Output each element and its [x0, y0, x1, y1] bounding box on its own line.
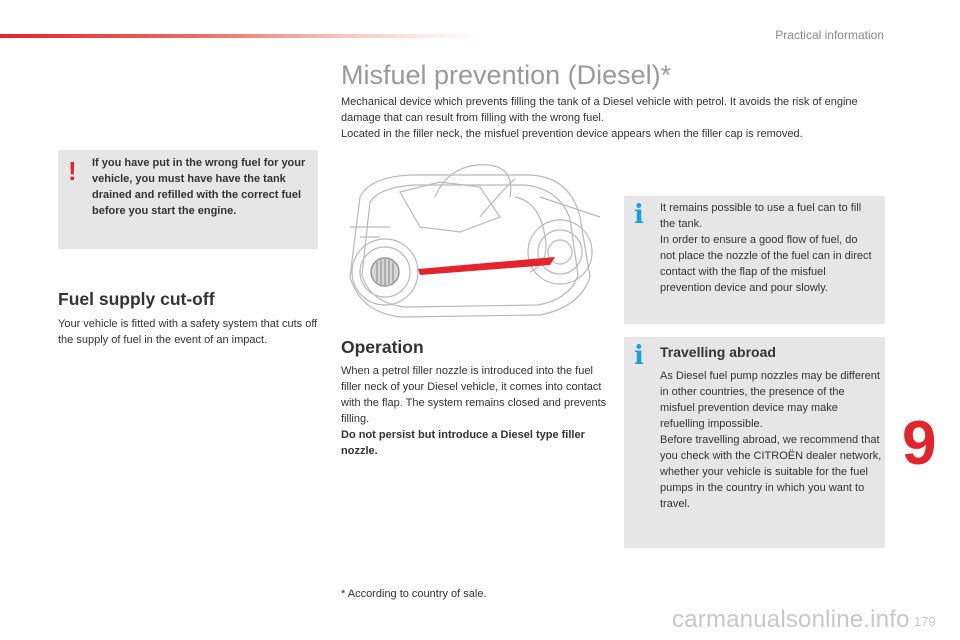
info-icon: i	[634, 200, 644, 230]
warning-box	[58, 150, 318, 249]
operation-paragraph: When a petrol filler nozzle is introduced into the fuel filler neck of your Diesel vehicle, it comes into contact with the flap. The system remains closed and prevents filling.	[341, 365, 607, 425]
chapter-number: 9	[902, 409, 937, 478]
section-label: Practical information	[775, 28, 884, 42]
intro-paragraph: Mechanical device which prevents filling the tank of a Diesel vehicle with petrol. It avoids the risk of engine damage that can result from filling with the wrong fuel.	[341, 96, 858, 124]
fuel-cutoff-heading: Fuel supply cut-off	[58, 289, 215, 309]
operation-heading: Operation	[341, 337, 424, 357]
travel-paragraph: Before travelling abroad, we recommend that you check with the CITROËN dealer network, whether your vehicle is suitable for the fuel pumps in the country in which you want to travel.	[660, 434, 882, 510]
warning-icon: !	[68, 156, 77, 186]
warning-text: If you have put in the wrong fuel for your vehicle, you must have have the tank drained and refilled with the correct fuel before you start the engine.	[92, 157, 306, 217]
travel-heading: Travelling abroad	[660, 344, 776, 360]
page-number: 179	[914, 614, 936, 629]
intro-paragraph: Located in the filler neck, the misfuel prevention device appears when the filler cap is removed.	[341, 127, 803, 140]
operation-text	[341, 363, 611, 459]
travel-text	[660, 368, 882, 512]
footnote: * According to country of sale.	[341, 588, 487, 600]
nozzle-arrow	[418, 257, 555, 275]
travel-paragraph: As Diesel fuel pump nozzles may be different in other countries, the presence of the misfuel prevention device may make refuelling impossible.	[660, 370, 880, 430]
operation-bold-note: Do not persist but introduce a Diesel type filler nozzle.	[341, 429, 585, 457]
info-text	[660, 200, 875, 296]
page-title: Misfuel prevention (Diesel)*	[341, 60, 672, 90]
info-box-travel	[624, 337, 885, 548]
filler-neck-illustration	[340, 157, 612, 322]
watermark: carmanualsonline.info	[672, 606, 910, 633]
info-box-fuel-can	[624, 196, 885, 324]
fuel-cutoff-text: Your vehicle is fitted with a safety system that cuts off the supply of fuel in the event of an impact.	[58, 318, 318, 346]
intro-text	[341, 95, 886, 142]
info-icon: i	[634, 341, 644, 371]
header-accent-bar	[0, 34, 480, 38]
info-paragraph: In order to ensure a good flow of fuel, do not place the nozzle of the fuel can in direct contact with the flap of the misfuel prevention device and pour slowly.	[660, 234, 872, 294]
info-paragraph: It remains possible to use a fuel can to fill the tank.	[660, 202, 862, 230]
